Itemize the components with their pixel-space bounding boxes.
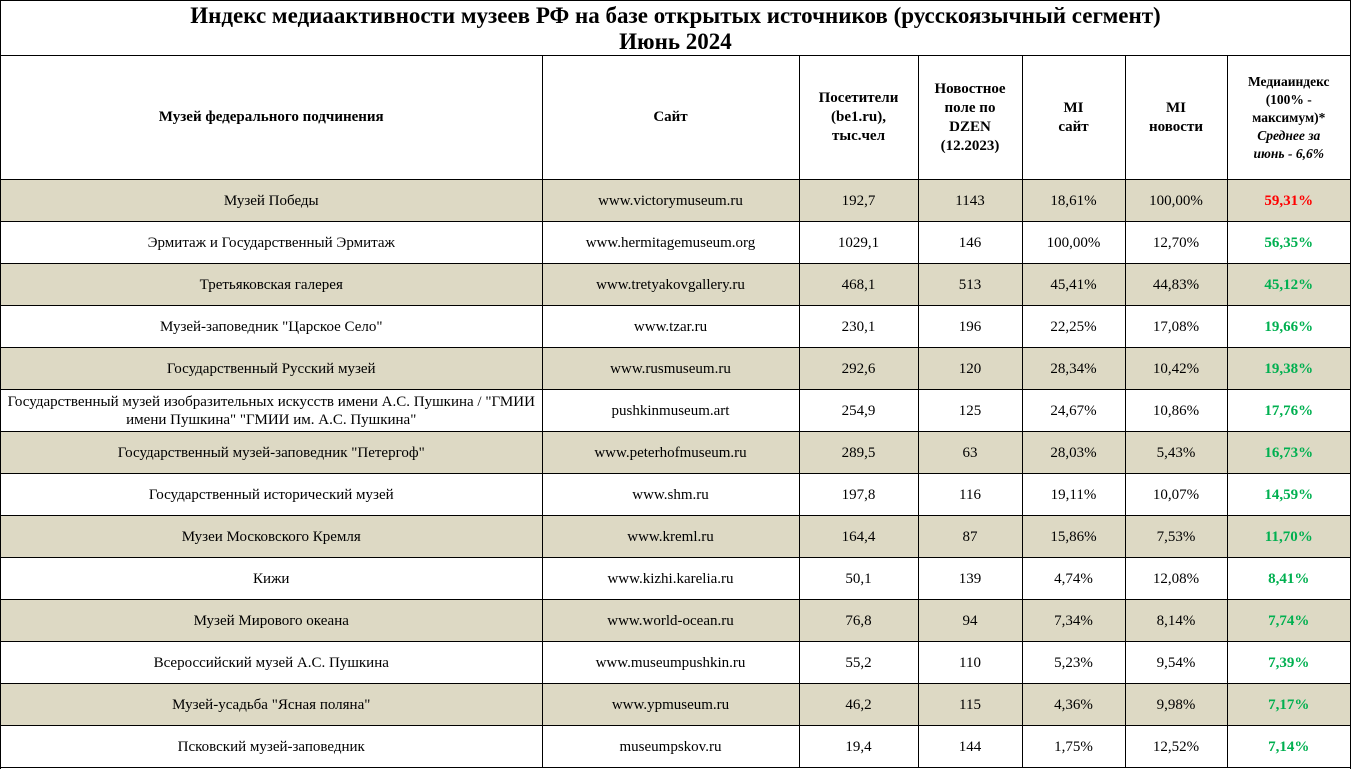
cell-news: 110	[918, 642, 1022, 684]
cell-media-index: 19,38%	[1227, 348, 1350, 390]
cell-visitors: 197,8	[799, 474, 918, 516]
cell-news: 1143	[918, 180, 1022, 222]
cell-museum: Государственный Русский музей	[1, 348, 542, 390]
cell-visitors: 1029,1	[799, 222, 918, 264]
cell-visitors: 19,4	[799, 726, 918, 768]
cell-site: www.tretyakovgallery.ru	[542, 264, 799, 306]
cell-visitors: 164,4	[799, 516, 918, 558]
cell-media-index: 19,66%	[1227, 306, 1350, 348]
cell-mi-news: 10,86%	[1125, 390, 1227, 432]
cell-site: www.rusmuseum.ru	[542, 348, 799, 390]
cell-site: www.shm.ru	[542, 474, 799, 516]
title-line-2: Июнь 2024	[619, 29, 732, 54]
header-mi-site-line: сайт	[1058, 118, 1089, 135]
cell-museum: Музей-заповедник "Царское Село"	[1, 306, 542, 348]
cell-mi-site: 1,75%	[1022, 726, 1125, 768]
cell-museum: Государственный музей-заповедник "Петергоф"	[1, 432, 542, 474]
table-row	[1, 432, 1350, 474]
table-row	[1, 642, 1350, 684]
header-media-index	[1227, 56, 1350, 180]
header-media-index-note: июнь - 6,6%	[1253, 145, 1324, 161]
cell-mi-site: 4,36%	[1022, 684, 1125, 726]
cell-visitors: 254,9	[799, 390, 918, 432]
cell-mi-news: 9,98%	[1125, 684, 1227, 726]
cell-mi-news: 10,07%	[1125, 474, 1227, 516]
sheet-title	[1, 1, 1350, 56]
header-media-index-line: Медиаиндекс	[1247, 73, 1330, 89]
table-row	[1, 348, 1350, 390]
cell-visitors: 46,2	[799, 684, 918, 726]
cell-media-index: 56,35%	[1227, 222, 1350, 264]
cell-media-index: 59,31%	[1227, 180, 1350, 222]
cell-visitors: 292,6	[799, 348, 918, 390]
cell-site: museumpskov.ru	[542, 726, 799, 768]
cell-media-index: 17,76%	[1227, 390, 1350, 432]
cell-mi-news: 5,43%	[1125, 432, 1227, 474]
cell-mi-site: 28,34%	[1022, 348, 1125, 390]
cell-site: www.ypmuseum.ru	[542, 684, 799, 726]
cell-mi-news: 17,08%	[1125, 306, 1227, 348]
cell-media-index: 7,14%	[1227, 726, 1350, 768]
cell-mi-news: 12,52%	[1125, 726, 1227, 768]
table-row	[1, 600, 1350, 642]
cell-museum: Всероссийский музей А.С. Пушкина	[1, 642, 542, 684]
cell-visitors: 76,8	[799, 600, 918, 642]
cell-news: 144	[918, 726, 1022, 768]
cell-news: 115	[918, 684, 1022, 726]
cell-mi-news: 8,14%	[1125, 600, 1227, 642]
cell-media-index: 16,73%	[1227, 432, 1350, 474]
header-news-line: DZEN	[949, 118, 991, 135]
cell-mi-news: 100,00%	[1125, 180, 1227, 222]
cell-visitors: 289,5	[799, 432, 918, 474]
cell-site: www.victorymuseum.ru	[542, 180, 799, 222]
cell-mi-news: 10,42%	[1125, 348, 1227, 390]
cell-media-index: 8,41%	[1227, 558, 1350, 600]
header-mi-news-line: новости	[1149, 118, 1203, 135]
cell-mi-news: 12,70%	[1125, 222, 1227, 264]
cell-news: 139	[918, 558, 1022, 600]
cell-museum: Музей Мирового океана	[1, 600, 542, 642]
cell-mi-site: 18,61%	[1022, 180, 1125, 222]
cell-media-index: 14,59%	[1227, 474, 1350, 516]
cell-news: 146	[918, 222, 1022, 264]
cell-mi-site: 4,74%	[1022, 558, 1125, 600]
header-museum: Музей федерального подчинения	[1, 56, 542, 180]
cell-media-index: 11,70%	[1227, 516, 1350, 558]
header-news-line: Новостное	[934, 80, 1006, 97]
cell-site: www.hermitagemuseum.org	[542, 222, 799, 264]
cell-site: www.museumpushkin.ru	[542, 642, 799, 684]
cell-museum: Третьяковская галерея	[1, 264, 542, 306]
cell-visitors: 55,2	[799, 642, 918, 684]
header-visitors	[799, 56, 918, 180]
cell-mi-site: 7,34%	[1022, 600, 1125, 642]
cell-museum: Государственный исторический музей	[1, 474, 542, 516]
header-news	[918, 56, 1022, 180]
table-row	[1, 390, 1350, 432]
cell-museum: Музеи Московского Кремля	[1, 516, 542, 558]
table-row	[1, 264, 1350, 306]
cell-site: www.kreml.ru	[542, 516, 799, 558]
cell-site: www.kizhi.karelia.ru	[542, 558, 799, 600]
cell-museum: Псковский музей-заповедник	[1, 726, 542, 768]
table-row	[1, 726, 1350, 768]
header-mi-news	[1125, 56, 1227, 180]
cell-mi-news: 44,83%	[1125, 264, 1227, 306]
cell-media-index: 7,74%	[1227, 600, 1350, 642]
cell-museum: Эрмитаж и Государственный Эрмитаж	[1, 222, 542, 264]
cell-media-index: 7,39%	[1227, 642, 1350, 684]
cell-museum: Кижи	[1, 558, 542, 600]
cell-media-index: 7,17%	[1227, 684, 1350, 726]
table-row	[1, 222, 1350, 264]
cell-mi-site: 15,86%	[1022, 516, 1125, 558]
header-news-line: (12.2023)	[940, 137, 1000, 154]
cell-news: 513	[918, 264, 1022, 306]
cell-news: 120	[918, 348, 1022, 390]
header-mi-site	[1022, 56, 1125, 180]
cell-news: 94	[918, 600, 1022, 642]
header-visitors-line: (be1.ru),	[831, 109, 886, 125]
cell-news: 87	[918, 516, 1022, 558]
header-row	[1, 56, 1350, 180]
cell-visitors: 50,1	[799, 558, 918, 600]
header-mi-site-line: MI	[1063, 99, 1084, 116]
cell-news: 116	[918, 474, 1022, 516]
cell-visitors: 230,1	[799, 306, 918, 348]
title-line-1: Индекс медиаактивности музеев РФ на базе открытых источников (русскоязычный сегмент)	[190, 3, 1161, 28]
header-media-index-line: (100% -	[1265, 91, 1312, 107]
cell-mi-site: 5,23%	[1022, 642, 1125, 684]
cell-media-index: 45,12%	[1227, 264, 1350, 306]
header-media-index-note: Среднее за	[1257, 127, 1321, 143]
cell-visitors: 468,1	[799, 264, 918, 306]
table-row	[1, 180, 1350, 222]
cell-news: 196	[918, 306, 1022, 348]
cell-mi-site: 24,67%	[1022, 390, 1125, 432]
header-visitors-line: Посетители	[818, 90, 899, 106]
cell-mi-site: 19,11%	[1022, 474, 1125, 516]
cell-visitors: 192,7	[799, 180, 918, 222]
cell-mi-site: 28,03%	[1022, 432, 1125, 474]
cell-mi-news: 12,08%	[1125, 558, 1227, 600]
cell-mi-news: 9,54%	[1125, 642, 1227, 684]
cell-site: www.peterhofmuseum.ru	[542, 432, 799, 474]
cell-mi-site: 100,00%	[1022, 222, 1125, 264]
cell-mi-news: 7,53%	[1125, 516, 1227, 558]
table-row	[1, 516, 1350, 558]
header-mi-news-line: MI	[1166, 99, 1186, 116]
table-row	[1, 306, 1350, 348]
cell-museum: Музей Победы	[1, 180, 542, 222]
table-row	[1, 684, 1350, 726]
cell-mi-site: 22,25%	[1022, 306, 1125, 348]
cell-museum: Музей-усадьба "Ясная поляна"	[1, 684, 542, 726]
cell-site: www.world-ocean.ru	[542, 600, 799, 642]
header-media-index-line: максимум)*	[1252, 109, 1326, 125]
cell-museum: Государственный музей изобразительных искусств имени А.С. Пушкина / "ГМИИ имени Пушкина" "ГМИИ им. А.С. Пушкина"	[1, 390, 542, 432]
header-visitors-line: тыс.чел	[831, 128, 886, 144]
table-row	[1, 474, 1350, 516]
cell-news: 125	[918, 390, 1022, 432]
cell-site: pushkinmuseum.art	[542, 390, 799, 432]
cell-news: 63	[918, 432, 1022, 474]
museum-index-table	[1, 56, 1350, 768]
header-site: Сайт	[542, 56, 799, 180]
cell-site: www.tzar.ru	[542, 306, 799, 348]
cell-mi-site: 45,41%	[1022, 264, 1125, 306]
header-news-line: поле по	[944, 99, 996, 116]
table-body	[1, 180, 1350, 768]
table-row	[1, 558, 1350, 600]
